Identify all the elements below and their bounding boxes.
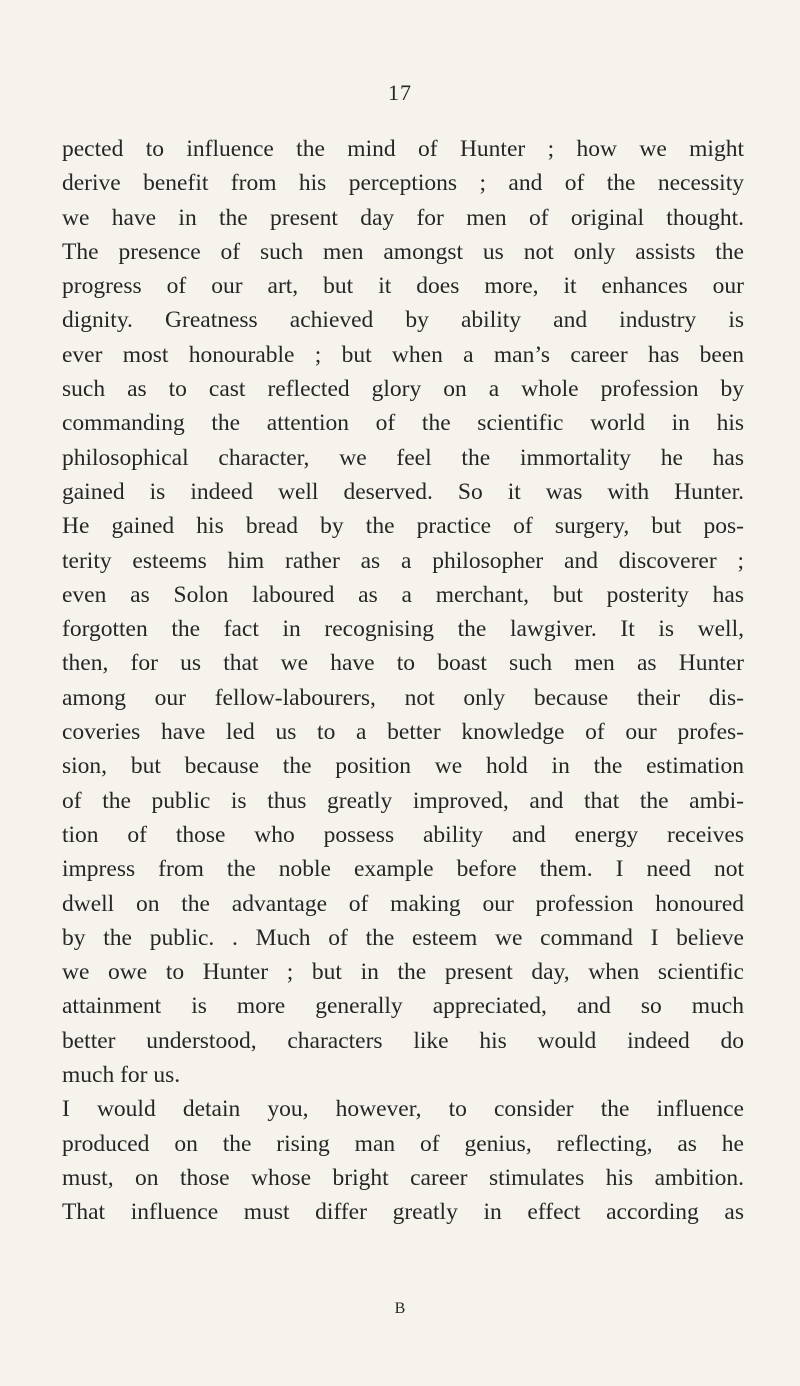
text-line: That influence must differ greatly in effect according as xyxy=(62,1199,744,1226)
text-line: dwell on the advantage of making our profession honoured xyxy=(62,890,744,917)
text-line: gained is indeed well deserved. So it was with Hunter. xyxy=(62,478,744,505)
text-line: among our fellow-labourers, not only because their dis- xyxy=(62,684,744,711)
text-line: coveries have led us to a better knowledge of our profes- xyxy=(62,719,744,746)
text-line: I would detain you, however, to consider the influence xyxy=(62,1096,744,1123)
text-line: then, for us that we have to boast such men as Hunter xyxy=(62,650,744,677)
text-line: must, on those whose bright career stimulates his ambition. xyxy=(62,1164,744,1191)
text-line: by the public. . Much of the esteem we command I believe xyxy=(62,924,744,951)
text-line: sion, but because the position we hold in the estimation xyxy=(62,753,744,780)
text-line: of the public is thus greatly improved, and that the ambi- xyxy=(62,787,744,814)
text-line: derive benefit from his perceptions ; and of the necessity xyxy=(62,170,744,197)
signature-mark: B xyxy=(394,1300,406,1317)
text-line: philosophical character, we feel the immortality he has xyxy=(62,444,744,471)
text-line: attainment is more generally appreciated, and so much xyxy=(62,993,744,1020)
text-line: much for us. xyxy=(62,1062,181,1089)
text-line: progress of our art, but it does more, it enhances our xyxy=(62,273,744,300)
text-line: ever most honourable ; but when a man’s career has been xyxy=(62,341,744,368)
text-line: The presence of such men amongst us not only assists the xyxy=(62,238,744,265)
text-line: impress from the noble example before them. I need not xyxy=(62,856,744,883)
text-line: even as Solon laboured as a merchant, but posterity has xyxy=(62,581,744,608)
text-line: we owe to Hunter ; but in the present day, when scientific xyxy=(62,959,744,986)
text-line: terity esteems him rather as a philosopher and discoverer ; xyxy=(62,547,744,574)
page-number: 17 xyxy=(388,80,412,105)
body-text xyxy=(62,132,744,1230)
text-line: better understood, characters like his would indeed do xyxy=(62,1027,744,1054)
text-line: He gained his bread by the practice of surgery, but pos- xyxy=(62,513,744,540)
text-line: such as to cast reflected glory on a whole profession by xyxy=(62,376,744,403)
text-line: commanding the attention of the scientific world in his xyxy=(62,410,744,437)
text-line: forgotten the fact in recognising the lawgiver. It is well, xyxy=(62,616,744,643)
text-line: produced on the rising man of genius, reflecting, as he xyxy=(62,1130,744,1157)
text-line: we have in the present day for men of original thought. xyxy=(62,204,744,231)
text-line: dignity. Greatness achieved by ability and industry is xyxy=(62,307,744,334)
text-line: pected to influence the mind of Hunter ; how we might xyxy=(62,136,744,162)
text-line: tion of those who possess ability and energy receives xyxy=(62,821,744,848)
